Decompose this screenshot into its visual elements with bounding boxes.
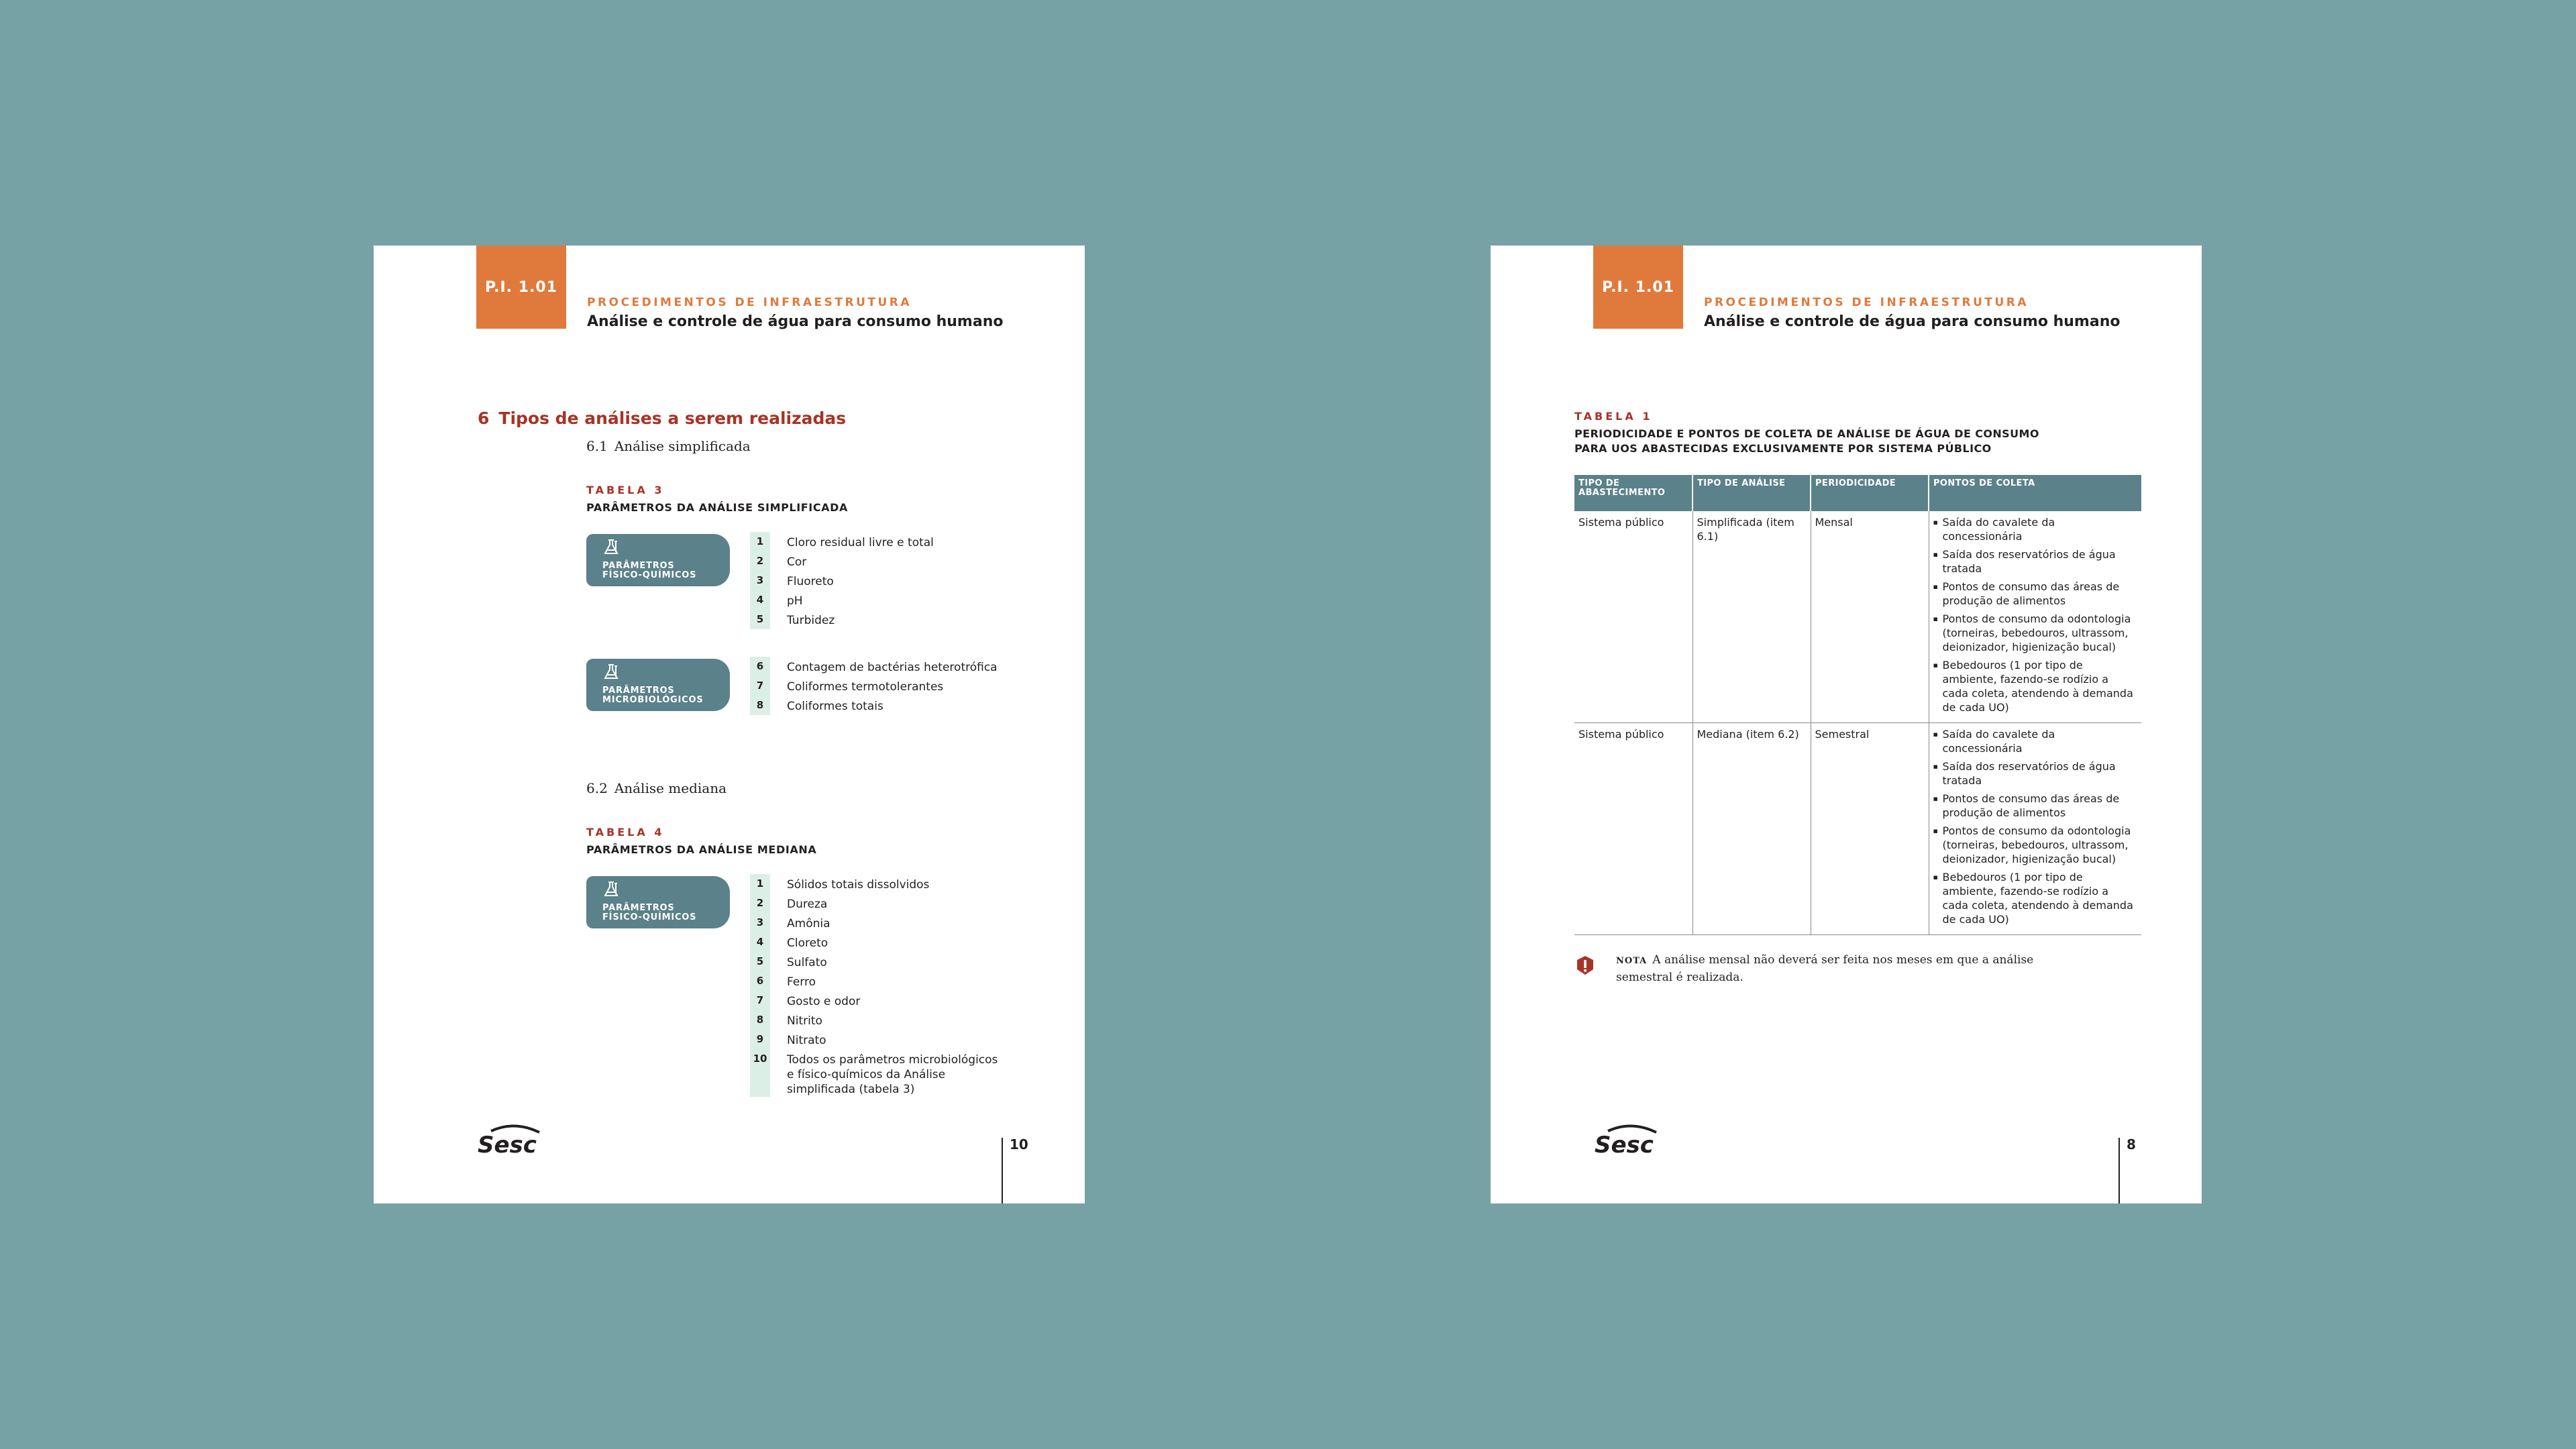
item-number: 2 xyxy=(750,894,770,913)
caption-line: PARA UOS ABASTECIDAS EXCLUSIVAMENTE POR SISTEMA PÚBLICO xyxy=(1574,442,1992,455)
section-title-text: Tipos de análises a serem realizadas xyxy=(498,409,847,428)
svg-text:Sesc: Sesc xyxy=(1595,1132,1654,1155)
item-text: Amônia xyxy=(787,917,830,930)
item-number: 7 xyxy=(750,676,770,696)
list-item: ▪ Pontos de consumo das áreas de produção de alimentos xyxy=(1933,580,2138,608)
list-item: ▪ Bebedouros (1 por tipo de ambiente, fazendo-se rodízio a cada coleta, atendendo à demanda de cada UO) xyxy=(1933,658,2138,714)
flask-icon xyxy=(602,663,621,681)
item-number: 7 xyxy=(750,991,770,1010)
parameter-group-text xyxy=(602,904,696,922)
subsection-heading xyxy=(586,438,751,454)
list-item xyxy=(750,676,1015,696)
parameter-list xyxy=(750,532,1015,629)
list-item: ▪ Saída dos reservatórios de água tratada xyxy=(1933,547,2138,576)
parameter-list xyxy=(750,657,1015,715)
item-text: Coliformes termotolerantes xyxy=(787,680,944,694)
column-header: TIPO DE ABASTECIMENTO xyxy=(1574,475,1693,511)
label-line: FÍSICO-QUÍMICOS xyxy=(602,570,697,580)
section-title xyxy=(478,409,846,428)
subsection-heading xyxy=(586,780,727,796)
item-number: 4 xyxy=(750,590,770,610)
cell-analise: Simplificada (item 6.1) xyxy=(1693,511,1811,723)
label-line: FÍSICO-QUÍMICOS xyxy=(602,912,697,922)
item-text: Cor xyxy=(787,555,807,569)
item-number: 1 xyxy=(750,532,770,551)
item-number: 6 xyxy=(750,657,770,676)
column-header: PERIODICIDADE xyxy=(1811,475,1929,511)
list-item: ▪ Bebedouros (1 por tipo de ambiente, fazendo-se rodízio a cada coleta, atendendo à demanda de cada UO) xyxy=(1933,870,2138,926)
collection-points-list xyxy=(1933,727,2138,926)
svg-text:Sesc: Sesc xyxy=(478,1132,537,1155)
subsection-title: Análise mediana xyxy=(614,780,727,796)
item-text: Dureza xyxy=(787,898,828,911)
list-item xyxy=(750,894,1015,913)
list-item xyxy=(750,1030,1015,1049)
alert-icon xyxy=(1576,955,1595,975)
label-line: PARÂMETROS xyxy=(602,903,675,913)
parameter-group-text xyxy=(602,686,704,705)
list-item xyxy=(750,571,1015,590)
item-number: 2 xyxy=(750,551,770,571)
cell-pontos xyxy=(1929,723,2141,935)
parameter-list xyxy=(750,874,1015,1097)
pi-badge: P.I. 1.01 xyxy=(1593,246,1683,329)
note xyxy=(1616,952,2059,985)
cell-pontos xyxy=(1929,511,2141,723)
flask-icon xyxy=(602,539,621,556)
subsection-number: 6.2 xyxy=(586,780,608,796)
collection-table xyxy=(1574,475,2141,935)
item-number: 6 xyxy=(750,971,770,991)
flask-icon xyxy=(602,881,621,898)
column-header: TIPO DE ANÁLISE xyxy=(1693,475,1811,511)
item-text: Sólidos totais dissolvidos xyxy=(787,878,930,892)
cell-periodicidade: Semestral xyxy=(1811,723,1929,935)
list-item xyxy=(750,696,1015,715)
list-item xyxy=(750,532,1015,551)
list-item xyxy=(750,971,1015,991)
item-number: 1 xyxy=(750,874,770,894)
item-text: Gosto e odor xyxy=(787,995,861,1008)
table-row xyxy=(1574,511,2141,723)
subsection-number: 6.1 xyxy=(586,438,608,454)
item-text: Todos os parâmetros microbiológicos e físico-químicos da Análise simplificada (tabela 3) xyxy=(787,1053,998,1096)
caption-line: PERIODICIDADE E PONTOS DE COLETA DE ANÁLISE DE ÁGUA DE CONSUMO xyxy=(1574,427,2039,440)
header-kicker: PROCEDIMENTOS DE INFRAESTRUTURA xyxy=(1704,296,2029,309)
parameter-group-label xyxy=(586,659,730,711)
table-row xyxy=(1574,723,2141,935)
cell-periodicidade: Mensal xyxy=(1811,511,1929,723)
table-kicker: TABELA 1 xyxy=(1574,410,1653,423)
document-page-right xyxy=(1491,246,2202,1203)
header-title: Análise e controle de água para consumo humano xyxy=(1704,313,2121,330)
item-text: Cloreto xyxy=(787,936,828,950)
item-number: 9 xyxy=(750,1030,770,1049)
list-item: ▪ Pontos de consumo das áreas de produção de alimentos xyxy=(1933,792,2138,820)
list-item xyxy=(750,1010,1015,1030)
table-header-row xyxy=(1574,475,2141,511)
sesc-logo xyxy=(478,1124,546,1155)
list-item: ▪ Saída dos reservatórios de água tratada xyxy=(1933,759,2138,788)
item-text: Coliformes totais xyxy=(787,700,883,713)
parameter-group-label xyxy=(586,876,730,928)
collection-points-list xyxy=(1933,515,2138,714)
sesc-logo xyxy=(1595,1124,1663,1155)
column-header: PONTOS DE COLETA xyxy=(1929,475,2141,511)
section-number: 6 xyxy=(478,409,490,428)
page-number: 10 xyxy=(1010,1136,1028,1152)
item-text: Nitrato xyxy=(787,1034,826,1047)
item-number: 8 xyxy=(750,1010,770,1030)
table-caption: PARÂMETROS DA ANÁLISE SIMPLIFICADA xyxy=(586,501,849,514)
note-label: NOTA xyxy=(1616,956,1648,966)
item-number: 10 xyxy=(750,1049,770,1097)
list-item: ▪ Saída do cavalete da concessionária xyxy=(1933,727,2138,755)
list-item xyxy=(750,932,1015,952)
list-item xyxy=(750,913,1015,932)
list-item xyxy=(750,1049,1015,1097)
list-item xyxy=(750,657,1015,676)
list-item xyxy=(750,991,1015,1010)
page-number: 8 xyxy=(2127,1136,2136,1152)
pi-badge: P.I. 1.01 xyxy=(476,246,566,329)
list-item: ▪ Pontos de consumo da odontologia (torneiras, bebedouros, ultrassom, deionizador, higienização bucal) xyxy=(1933,824,2138,866)
item-text: pH xyxy=(787,594,803,608)
item-number: 8 xyxy=(750,696,770,715)
cell-analise: Mediana (item 6.2) xyxy=(1693,723,1811,935)
list-item xyxy=(750,874,1015,894)
item-number: 5 xyxy=(750,952,770,971)
item-text: Cloro residual livre e total xyxy=(787,536,934,549)
note-text: A análise mensal não deverá ser feita nos meses em que a análise semestral é realizada. xyxy=(1616,953,2034,984)
table-kicker: TABELA 4 xyxy=(586,826,665,839)
table-caption xyxy=(1574,427,2039,456)
list-item xyxy=(750,610,1015,629)
list-item: ▪ Saída do cavalete da concessionária xyxy=(1933,515,2138,543)
item-text: Ferro xyxy=(787,975,816,989)
item-number: 5 xyxy=(750,610,770,629)
label-line: MICROBIOLÓGICOS xyxy=(602,695,704,705)
item-text: Turbidez xyxy=(787,614,835,627)
list-item xyxy=(750,551,1015,571)
label-line: PARÂMETROS xyxy=(602,561,675,571)
cell-tipo: Sistema público xyxy=(1574,723,1693,935)
document-page-left xyxy=(374,246,1085,1203)
subsection-title: Análise simplificada xyxy=(614,438,751,454)
item-text: Nitrito xyxy=(787,1014,822,1028)
header-kicker: PROCEDIMENTOS DE INFRAESTRUTURA xyxy=(587,296,912,309)
header-title: Análise e controle de água para consumo humano xyxy=(587,313,1004,330)
parameter-group-text xyxy=(602,561,696,580)
item-text: Sulfato xyxy=(787,956,827,969)
item-number: 3 xyxy=(750,913,770,932)
cell-tipo: Sistema público xyxy=(1574,511,1693,723)
item-number: 3 xyxy=(750,571,770,590)
footer-rule xyxy=(1002,1138,1003,1203)
item-text: Contagem de bactérias heterotrófica xyxy=(787,661,998,674)
item-text: Fluoreto xyxy=(787,575,834,588)
table-kicker: TABELA 3 xyxy=(586,484,665,496)
label-line: PARÂMETROS xyxy=(602,686,675,696)
item-number: 4 xyxy=(750,932,770,952)
parameter-group-label xyxy=(586,534,730,586)
list-item: ▪ Pontos de consumo da odontologia (torneiras, bebedouros, ultrassom, deionizador, higienização bucal) xyxy=(1933,612,2138,654)
table-caption: PARÂMETROS DA ANÁLISE MEDIANA xyxy=(586,843,817,856)
list-item xyxy=(750,590,1015,610)
list-item xyxy=(750,952,1015,971)
footer-rule xyxy=(2118,1138,2120,1203)
